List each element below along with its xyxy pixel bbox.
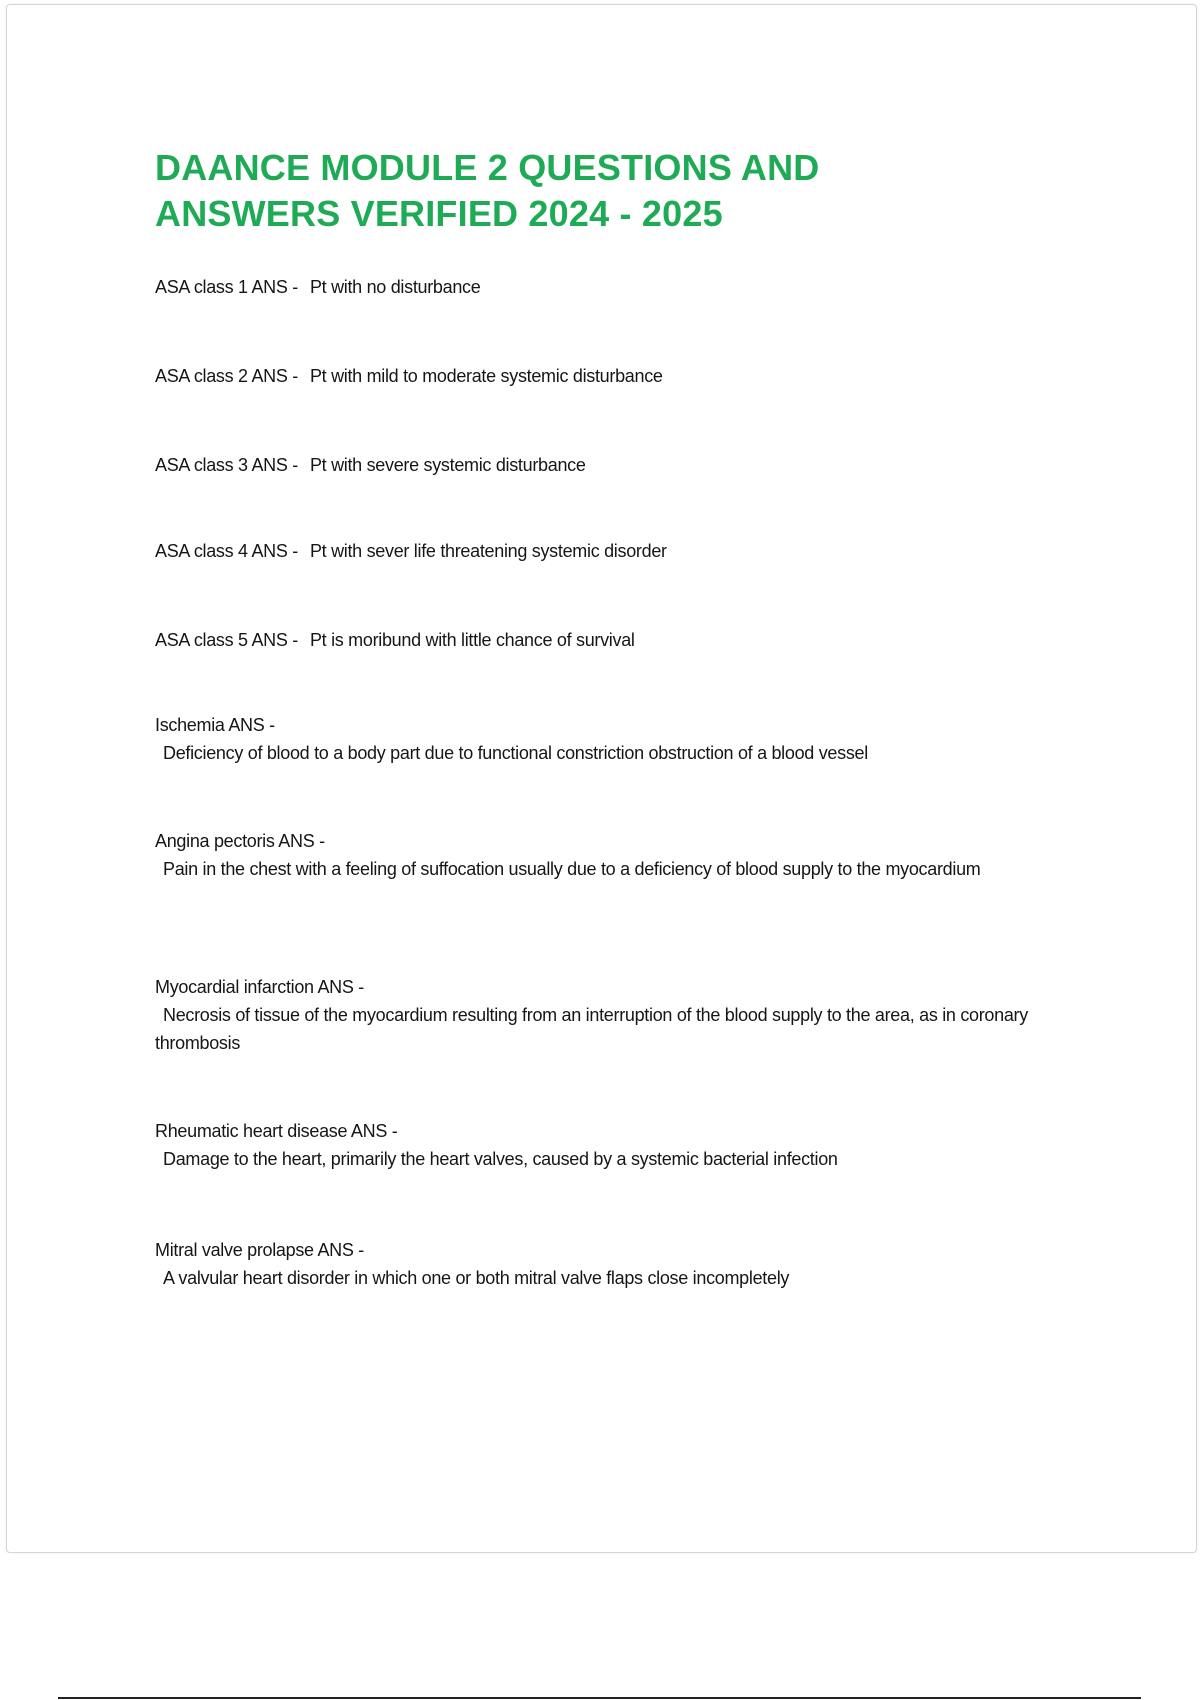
qa-answer: Pt with no disturbance [309, 277, 481, 297]
qa-term: ASA class 3 ANS - [155, 455, 298, 475]
qa-term: Rheumatic heart disease ANS - [155, 1121, 398, 1141]
document-title [155, 145, 915, 237]
qa-item-asa-class-2 [155, 362, 1075, 390]
qa-term: ASA class 4 ANS - [155, 541, 298, 561]
qa-item-angina-pectoris [155, 827, 1075, 883]
qa-term: ASA class 2 ANS - [155, 366, 298, 386]
qa-answer: Pt is moribund with little chance of survival [309, 630, 635, 650]
qa-item-rheumatic-heart-disease [155, 1117, 1075, 1173]
page-bottom-divider [58, 1697, 1141, 1699]
qa-answer: Pt with sever life threatening systemic disorder [309, 541, 667, 561]
qa-answer: Necrosis of tissue of the myocardium resulting from an interruption of the blood supply to the area, as in coronary thrombosis [155, 1005, 1028, 1053]
qa-item-myocardial-infarction [155, 973, 1075, 1057]
document-page [6, 4, 1197, 1553]
qa-item-asa-class-5 [155, 626, 1075, 654]
qa-answer: Deficiency of blood to a body part due to functional constriction obstruction of a blood vessel [163, 743, 868, 763]
qa-item-asa-class-1 [155, 273, 1075, 301]
qa-answer: Damage to the heart, primarily the heart valves, caused by a systemic bacterial infection [163, 1149, 838, 1169]
qa-item-asa-class-4 [155, 537, 1075, 565]
qa-answer: A valvular heart disorder in which one or both mitral valve flaps close incompletely [163, 1268, 790, 1288]
qa-item-ischemia [155, 711, 1075, 767]
qa-term: Myocardial infarction ANS - [155, 977, 364, 997]
qa-term: Angina pectoris ANS - [155, 831, 325, 851]
qa-answer: Pt with severe systemic disturbance [309, 455, 586, 475]
qa-answer: Pt with mild to moderate systemic disturbance [309, 366, 663, 386]
qa-item-asa-class-3 [155, 451, 1075, 479]
document-title-line-2: ANSWERS VERIFIED 2024 - 2025 [155, 193, 723, 234]
qa-term: ASA class 1 ANS - [155, 277, 298, 297]
qa-term: ASA class 5 ANS - [155, 630, 298, 650]
qa-term: Mitral valve prolapse ANS - [155, 1240, 364, 1260]
document-title-line-1: DAANCE MODULE 2 QUESTIONS AND [155, 147, 820, 188]
qa-term: Ischemia ANS - [155, 715, 275, 735]
qa-answer: Pain in the chest with a feeling of suffocation usually due to a deficiency of blood supply to the myocardium [163, 859, 981, 879]
qa-item-mitral-valve-prolapse [155, 1236, 1075, 1292]
